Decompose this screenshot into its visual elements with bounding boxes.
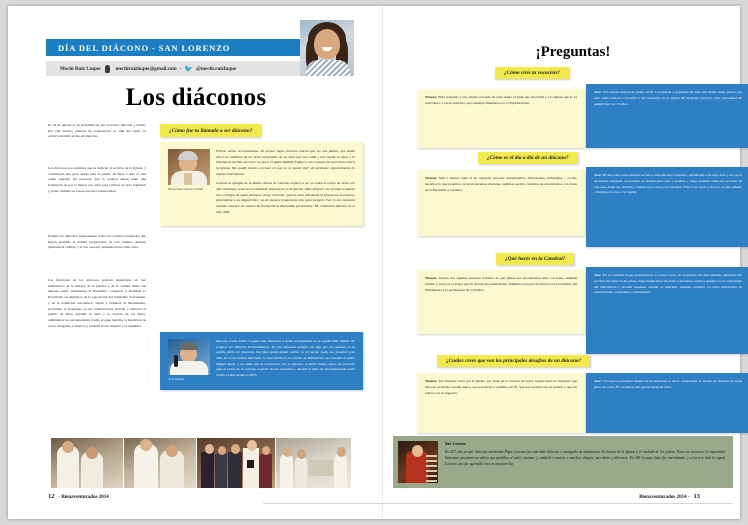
article-paragraph-2: Pueden ser diáconos permanentes todos los varones bautizados que hayan recibido la debida preparación. Si son célibes, deberán permanecer célibes; y si son casados, permanecerán como tales. [48, 234, 146, 250]
saint-panel-name: San Lorenzo [445, 441, 467, 446]
answer-jose-vocacion: José: Con mucha alegría de poder servir a la Iglesia y al pueblo de Dios allí donde Jesús quiera que esté, sobre todo en el servicio a mis hermanos en la capilla del Perpetuo Socorro, cuya comunidad me adoptó hace ya 13 años. [586, 84, 748, 148]
ordination-photo-2 [124, 438, 196, 488]
photo-strip [51, 438, 351, 488]
san-lorenzo-illustration [398, 441, 438, 483]
right-page-number: 13 [693, 493, 700, 500]
saint-panel [393, 436, 733, 488]
footer-right [639, 493, 700, 500]
wenceslao-caption: Wenceslao Gómez Caride [168, 187, 203, 191]
answer-wences-vocacion: Wences: Bien tranquilo y con alegría, tratando de estar atento al Jesús que nos habla y a la Iglesia que se va renovando, a veces despacio, pero siempre iluminada por el Espíritu Santo. [417, 89, 585, 148]
question-banner-vocacion: ¿Cómo vivís tu vocación? [495, 67, 569, 79]
author-twitter[interactable]: @mechi.ruizluque [196, 65, 237, 72]
answer-wences-dia-a-dia: Wences: Más o menos como el de cualquier persona: desayunamos, almorzamos, trabajamos… en fin, hacemos lo que podemos. A veces hacemos macanas, pedimos perdón, tratamos de encontrarnos con Jesús en la Eucaristía y rezamos. [417, 170, 585, 236]
question-banner-desafios: ¿Cuáles creés que son los principales desafíos de un diácono? [437, 355, 590, 367]
author-byline-bar [46, 61, 314, 76]
ordination-photo-1 [51, 438, 123, 488]
author-email[interactable]: mechiruizluque@gmail.com [115, 65, 177, 72]
author-portrait [300, 20, 354, 76]
footer-rule [263, 503, 733, 504]
byline-separator: - [179, 65, 182, 72]
interview-card-wenceslao [160, 142, 363, 226]
page-spine [382, 6, 383, 519]
altar-photo-4 [276, 438, 351, 488]
mouse-icon [105, 65, 110, 73]
saint-panel-text: San Lorenzo En 257, año en que Sixto fue nombrado Papa, Lorenzo fue ordenado diácono y encargado de administrar los bienes de la Iglesia y el cuidado de los pobres. Para ese entonces, el emperador Valeriano proclamó un edicto que prohibía el culto cristiano y condenó a muerte a muchos obispos, sacerdotes y diáconos. En 258 el papa Sixto fue martirizado, y a los tres días lo siguió Lorenzo, que fue quemado vivo en una parrilla. [445, 441, 725, 467]
article-paragraph-3: Las funciones de los diáconos podrían sintetizarse en tres ministerios: de la liturgia, de la palabra y de la caridad. Entre sus deberes están: administrar el Bautismo; conservar y distribuir la Eucaristía; ser ministros de la exposición del Santísimo Sacramento y de la bendición eucarística; asistir y bendecir el Matrimonio; proclamar el Evangelio en las celebraciones; instruir y exhortar al pueblo de Dios; presidir el culto y la oración de los fieles; administrar los sacramentales (como el agua bendita, la bendición de casas, imágenes y objetos) y presidir el rito fúnebre y la sepultura. [48, 278, 146, 328]
left-footer-text: - Bienaventurados 2014 [58, 495, 109, 500]
question-banner-llamado: ¿Cómo fue tu llamado a ser diácono? [160, 124, 261, 137]
page-title: Los diáconos [125, 84, 267, 111]
article-paragraph-1: Los diáconos son hombres que se dedican al servicio de la Iglesia, y constituyen una gran ayuda para el pueblo de Dios. Como es una orden sagrada, las personas que la reciben deben tener una formación de por lo menos tres años para cultivar su vida espiritual y poder cumplir las tareas que les correspondan. [48, 166, 146, 193]
question-banner-catedral: ¿Qué hacés en la Catedral? [496, 253, 574, 265]
wenceslao-answer: Fueron varias circunstancias. En primer lugar, tuvieron mucho que ver mis padres, que desde chico me hablaron de un Jesús encarnado, de un Dios que nos cuida y nos regala su amor y la libertad de decidir. Al crecer un poco, el padre Rodolfo Eufano y sus consejos me acercaron más a la Iglesia. Me ayudó mucho a pensar en que no se puede vivir sin perdonar, especialmente en nuestro matrimonio. Gracias al ejemplo de la Madre Teresa de Calcuta, empecé a ver en todos el rostro de Jesús con más claridad y sentí la necesidad de anunciarlo en la Iglesia. Años después, me acerqué a hablar con el obispo de aquel entonces, Jorge Carreras. Quería estar allí donde la Iglesia me necesitara, poniéndome a su disposición y no de manera temporaria sino para siempre. Fue en ese momento cuando comencé un camino de formación al diaconado permanente. Me ordenaron diácono en el año 1999. [216, 149, 355, 214]
left-page-number: 12 [48, 493, 55, 500]
section-kicker: DÍA DEL DIÁCONO - SAN LORENZO [58, 43, 231, 53]
right-footer-text: Bienaventurados 2014 - [639, 495, 690, 500]
interview-card-jose-hamel [160, 332, 363, 390]
article-intro: El 10 de agosto es la festividad de San Lorenzo, diácono y mártir. Por este motivo, además de conmemorar la vida del santo, se celebra también el día del diácono. [48, 123, 146, 139]
magazine-spread [8, 6, 740, 519]
footer-left [48, 493, 109, 500]
jose-hamel-answer: Allá por el año 1990, el padre Juan Martínez, a quien acompañaba en la capilla Niño Mártir, me propuso ser Ministro Extraordinario. En ese momento también me dijo que mi caminar en la capilla debía ser diaconal. Esa idea quedó dando vueltas en mi mente, hasta que pasados unos años leí en un boletín diocesano la inscripción en la escuela de Ministerios. La consulta al padre Miguel Ángel, y me pidió que lo conversara con el párroco, el padre Pedro, quien me presentó ante el rector de la escuela. A partir de ese momento y durante 8 años me fui preparando hasta recibir el diaconado en 2005. [216, 339, 355, 377]
author-name: Mechi Ruiz Luque [60, 65, 101, 72]
jose-hamel-caption: José Hamel [168, 377, 184, 381]
jose-hamel-photo [168, 339, 210, 375]
wenceslao-photo [168, 149, 210, 185]
answer-wences-desafios: Wences: Son muchos: rezar por la Iglesia, por Jesús en el corazón de todos, repetir hasta el cansancio que Dios no esclaviza a nadie nunca, que nos invita a caminar con Él, que nos acaricia con su ternura y que los pobres son su urgencia. [417, 373, 585, 433]
answer-jose-catedral: José: En la Catedral tengo generalmente el primer turno de bautismos los días sábados, participo del servicio del altar en las misas, hago bendiciones de casas y personas, asisto a parejas en la celebración del matrimonio y presido exequias cuando se solicitan. Además colaboro en otras parroquias en celebraciones, bautismos y casamientos. [586, 267, 748, 354]
wenceslao-photo-wrap [168, 149, 210, 219]
questions-title: ¡Preguntas! [535, 44, 611, 60]
answer-wences-catedral: Wences: Charlo con algunas personas tratando de que juntos nos encontremos más con Jesús. Además bautizo y estoy en el grupo que da charlas pre-bautismales. También es propio del diácono el sacramento del Matrimonio y la predicación de la Palabra. [417, 270, 585, 334]
question-banner-dia-a-dia: ¿Cómo es el día a día de un diácono? [478, 152, 578, 164]
jose-hamel-photo-wrap [168, 339, 210, 383]
section-kicker-bar [46, 39, 314, 56]
twitter-bird-icon: 🐦 [184, 64, 194, 73]
answer-jose-dia-a-dia: José: Mi día a día como diácono arranca cada día muy temprano, atendiendo a mi hija, armí y me voy a mi señora. Después, me preparo un tiempo para orar y meditar, y luego vendrán todas las acciones de una casa hasta las 18 horas, cuando voy a misa a la Catedral. Esto es de lunes a viernes, ya que sábado y domingo me voy a la capilla. [586, 167, 748, 247]
answer-jose-desafios: José: Creo que el principal desafío de los diáconos es hacer comprender su misión de elegidos de Jesús para ser, como Él, servidores del pueblo Santo de Dios. [586, 373, 748, 433]
family-photo-3 [197, 438, 275, 488]
